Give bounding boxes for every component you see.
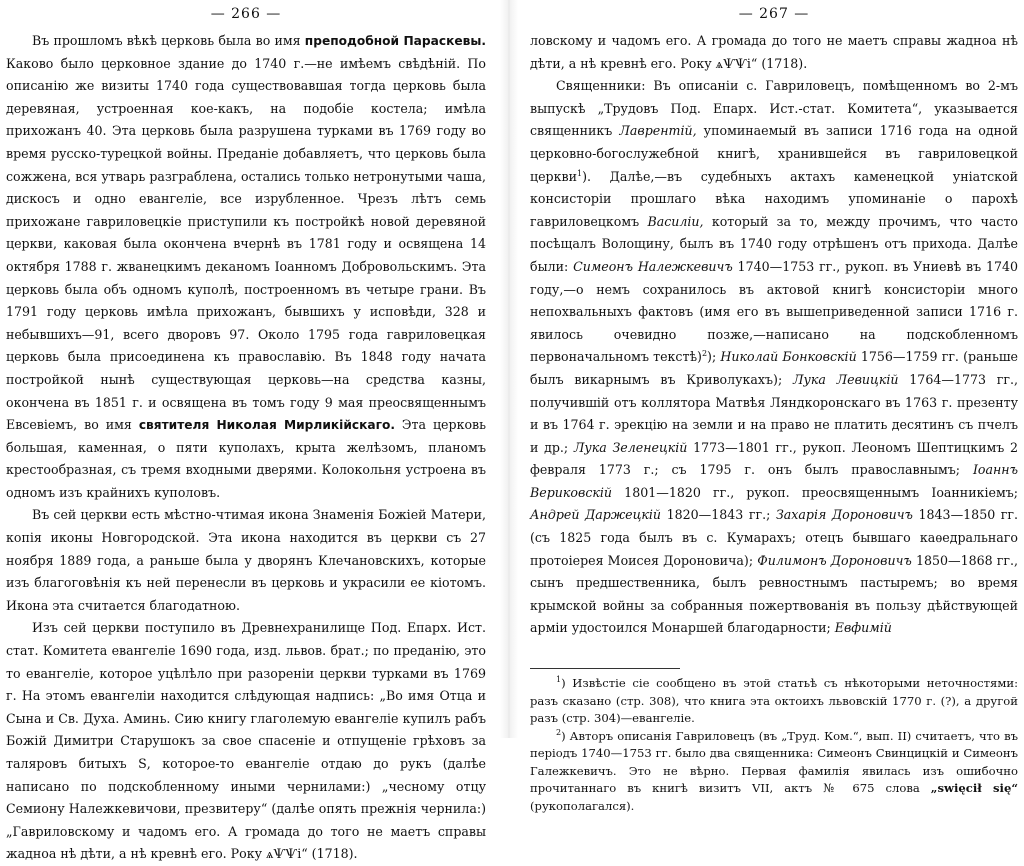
- right-page: [520, 0, 1024, 813]
- paragraph-icon: Въ сей церкви есть мѣстно-чтимая икона Знаменія Божіей Матери, копія иконы Новгородской. Эта икона находится въ церкви съ 27 ноября 1889 года, а раньше была у дворянъ Клечановскихъ, которые изъ благоговѣнія къ ней перенесли въ церковь и украсили ее кіотомъ. Икона эта считается благодатною.: [6, 507, 486, 613]
- paragraph-church-history: [6, 30, 486, 504]
- text-span: 1764—1773 гг., получившій отъ коллятора Матвѣя Ляндкоронскаго въ 1763 г. презенту и въ 1764 г. эрекцію на земли и на право не платить десятинъ съ пчелъ и др.;: [530, 371, 1018, 455]
- paragraph-gospel: Изъ сей церкви поступило въ Древнехранилище Под. Епарх. Ист. стат. Комитета евангеліе 1690 года, изд. львов. брат.; по преданію, это то евангеліе, которое уцѣлѣло при разореніи церкви турками въ 1769 г. На этомъ евангеліи находится слѣдующая надпись: „Во имя Отца и Сына и Св. Духа. Аминь. Сию книгу глаголемую евангеліе купилъ рабъ Божій Димитри Старушокъ за свое спасеніе и отпущеніе грѣховъ за таляровъ битыхъ Ѕ, которое-то евангеліе отдаю до рукъ (далѣе написано по подскобленному иными чернилами:) „чесному отцу Семиону Належкевичови, презвитеру“ (далѣе опять прежнія чернила:) „Гавриловскому и чадомъ его. А громада до того не маетъ справы жадноа нѣ дѣти, а нѣ кревнѣ его. Року ѧѰѰі“ (1718).: [6, 620, 486, 862]
- priest-name: Филимонъ Дороновичъ: [757, 552, 912, 568]
- bold-dedication-nikolai: святителя Николая Мирликійскаго.: [138, 418, 395, 433]
- footnote-ref-2: 2: [701, 349, 708, 359]
- left-page: [0, 0, 496, 862]
- text-span: 1740—1753 гг., рукоп. въ Униевѣ въ 1740 году,—о немъ сохранилось въ актовой книгѣ консисторіи много непохвальныхъ фактовъ (имя его въ вышеприведенной записи 1716 г. явилось очевидно позже,—написано на подскобленномъ первоначальномъ текстѣ): [530, 258, 1018, 365]
- text-span: );: [707, 349, 721, 365]
- priest-name: Лаврентій,: [619, 123, 697, 139]
- footnote-bold-quote: „swięcił się“: [930, 781, 1018, 796]
- page-number-left: — 266 —: [210, 6, 282, 22]
- text-span: 1773—1801 гг., рукоп. Леономъ Шептицкимъ 2 февраля 1773 г.; съ 1795 г. онъ былъ православнымъ;: [530, 439, 1018, 478]
- footnote-2: [530, 728, 1018, 816]
- footnote-1: [530, 675, 1018, 728]
- page-number-right: — 267 —: [738, 6, 810, 22]
- footnotes: [530, 675, 1018, 815]
- footnote-text: (рукополагался).: [530, 798, 635, 813]
- priest-name: Андрей Даржецкій: [530, 507, 662, 523]
- text-span: Въ прошломъ вѣкѣ церковь была во имя: [32, 33, 305, 48]
- paragraph-continuation: ловскому и чадомъ его. А громада до того не маетъ справы жадноа нѣ дѣти, а нѣ кревнѣ его. Року ѧѰѰі“ (1718).: [530, 33, 1018, 71]
- priest-name: Василіи,: [647, 213, 704, 229]
- text-span: ). Далѣе,—въ судебныхъ актахъ каменецкой уніатской консисторіи прошлаго вѣка находимъ упоминаніе о парохѣ гавриловецкомъ: [530, 168, 1018, 229]
- book-gutter: [500, 0, 518, 738]
- text-span: 1756—1759 гг. (раньше былъ викарнымъ въ Криволукахъ);: [530, 349, 1018, 387]
- text-span: 1843—1850 гг. (съ 1825 года былъ въ с. Кумарахъ; отецъ бывшаго каѳедральнаго протоіерея Моисея Дороновича);: [530, 507, 1018, 568]
- right-page-text: [530, 30, 1018, 640]
- priest-name: Іоаннъ Вериковскій: [530, 462, 1018, 500]
- left-page-text: [6, 30, 486, 866]
- footnote-mark: 2: [556, 727, 562, 737]
- bold-dedication-paraskeva: преподобной Параскевы.: [304, 34, 486, 48]
- priest-name: Лука Зеленецкій: [573, 439, 688, 455]
- priest-name: Симеонъ Належкевичъ: [573, 258, 733, 274]
- priest-name: Николай Бонковскій: [720, 349, 857, 365]
- priests-heading: Священники:: [556, 78, 646, 94]
- text-span: упоминаемый въ записи 1716 года на одной церковно-богослужебной книгѣ, хранившейся въ гавриловецкой церкви: [530, 123, 1018, 184]
- text-span: который за то, между прочимъ, что часто посѣщалъ Волощину, былъ въ 1740 году отрѣшенъ отъ прихода. Далѣе были:: [530, 213, 1018, 274]
- priest-name: Евфимій: [834, 620, 892, 636]
- footnote-ref-1: 1: [576, 168, 583, 178]
- footnote-text: ) Извѣстіе сіе сообщено въ этой статьѣ съ нѣкоторыми неточностями: разъ сказано (стр. 308), что книга эта октоихъ львовскій 1770 г. (?), а другой разъ (стр. 304)—евангеліе.: [530, 676, 1018, 726]
- priest-name: Лука Левицкій: [793, 371, 899, 387]
- text-span: Эта церковь большая, каменная, о пяти куполахъ, крыта желѣзомъ, планомъ крестообразная, съ тремя входными дверями. Колокольня устроена въ одномъ изъ крайнихъ куполовъ.: [6, 417, 486, 500]
- footnote-text: ) Авторъ описанія Гавриловецъ (въ „Труд. Ком.“, вып. II) считаетъ, что въ періодъ 1740—1753 гг. было два священника: Симеонъ Свинцицкій и Симеонъ Галежкевичъ. Это не вѣрно. Первая фамилія явилась изъ ошибочно прочитаннаго въ книгѣ визитъ VII, актъ № 675 слова: [530, 728, 1018, 796]
- footnote-mark: 1: [556, 675, 562, 685]
- paragraph-priests: [530, 75, 1018, 640]
- text-span: 1820—1843 гг.;: [661, 507, 776, 523]
- text-span: Каково было церковное здание до 1740 г.—не имѣемъ свѣдѣній. По описанію же визиты 1740 года существовавшая тогда церковь была деревяная, устроенная кое-какъ, на подобіе костела; имѣла прихожанъ 40. Эта церковь была разрушена турками въ 1769 году во время русско-турецкой войны. Преданіе добавляетъ, что церковь была сожжена, вся утварь разграблена, остались только нетронутыми чаша, дискосъ и одно евангеліе, все изрубленное. Чрезъ лѣтъ семь прихожане гавриловецкіе приступили къ постройкѣ новой деревяной церкви, каковая была окончена вчернѣ въ 1781 году и освящена 14 октября 1788 г. жванецкимъ деканомъ Іоанномъ Добровольскимъ. Эта церковь была объ одномъ куполѣ, построенномъ въ четыре грани. Въ 1791 году церковь имѣла прихожанъ, бывшихъ у исповѣди, 328 и небывшихъ—91, всего дворовъ 97. Около 1795 года гавриловецкая церковь была присоединена къ православію. Въ 1848 году начата постройкой нынѣ существующая церковь—на средства казны, окончена въ 1851 г. и освящена въ томъ году 9 мая преосвященнымъ Евсевіемъ, во имя: [6, 55, 486, 433]
- text-span: 1801—1820 гг., рукоп. преосвященнымъ Іоанникіемъ;: [612, 484, 1018, 500]
- text-span: 1850—1868 гг., сынъ предшественника, былъ ревностнымъ пастыремъ; во время крымской войны за собранныя пожертвованія въ пользу дѣйствующей арміи удостоился Монаршей благодарности;: [530, 552, 1019, 636]
- footnote-divider: [530, 668, 680, 669]
- text-span: Въ описаніи с. Гавриловецъ, помѣщенномъ во 2-мъ выпускѣ „Трудовъ Под. Епарх. Ист.-стат. Комитета“, указывается священникъ: [530, 78, 1018, 139]
- priest-name: Захарія Дороновичъ: [775, 507, 913, 523]
